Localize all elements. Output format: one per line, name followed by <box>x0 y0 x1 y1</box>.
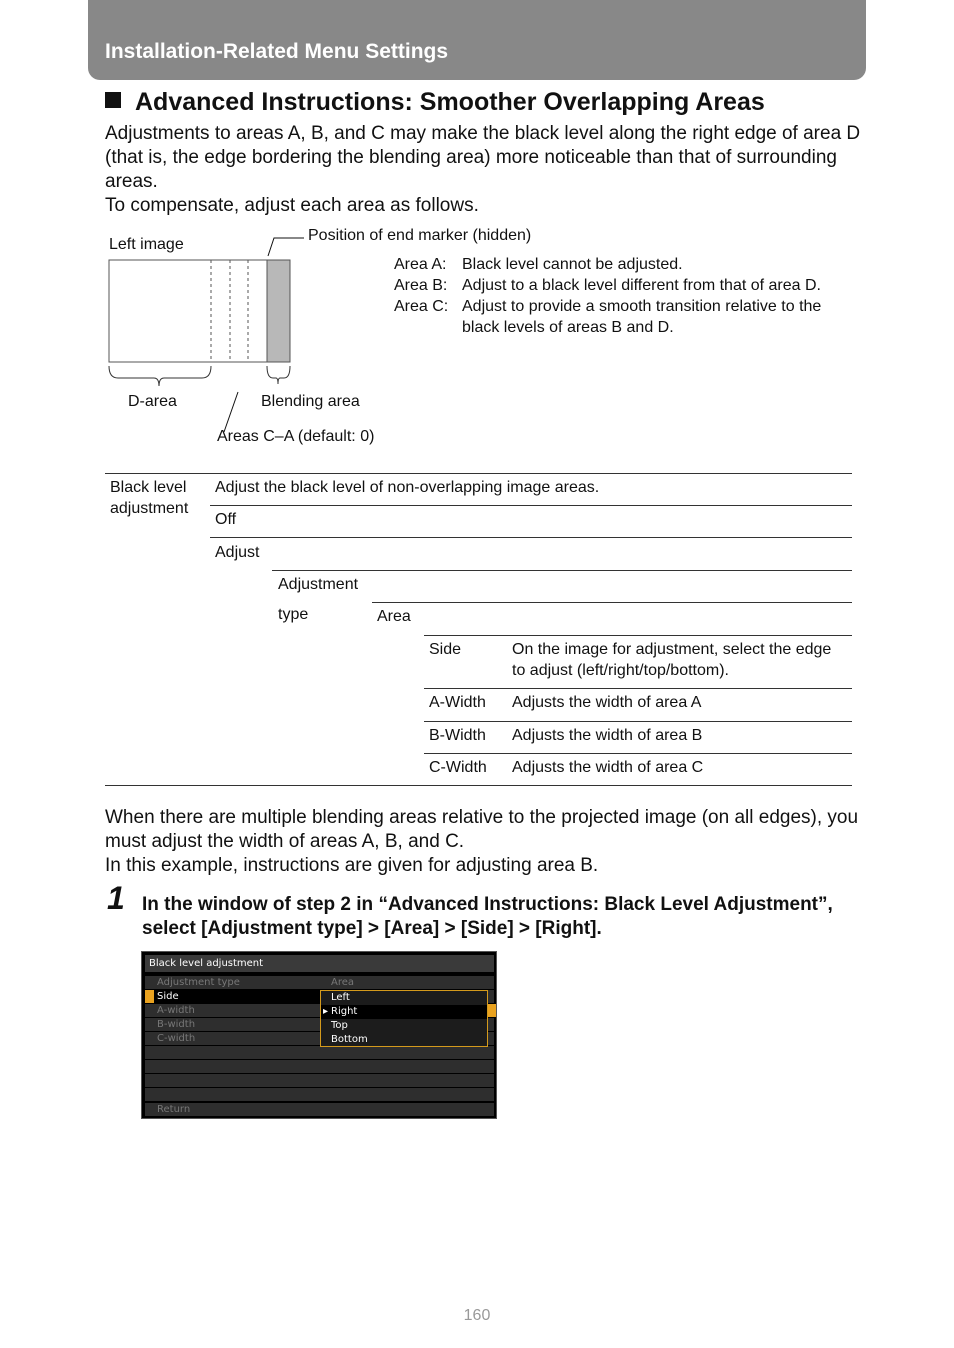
triangle-right-icon: ▸ <box>323 1006 329 1017</box>
intro-paragraph: To compensate, adjust each area as follows. <box>105 195 479 216</box>
areas-leader <box>224 392 238 432</box>
osd-scroll-marker <box>488 1004 496 1017</box>
table-row-desc: Adjusts the width of area B <box>512 727 703 744</box>
table-rule <box>424 688 852 689</box>
osd-row-empty <box>145 1046 494 1059</box>
osd-row-label: A-width <box>157 1005 195 1016</box>
section-title-text: Advanced Instructions: Smoother Overlapping Areas <box>135 88 765 116</box>
legend-key: Area B: <box>394 277 448 294</box>
osd-row-label: Adjustment type <box>157 977 240 988</box>
osd-menu-screenshot <box>141 951 497 1119</box>
osd-option-label: Right <box>331 1006 358 1017</box>
end-marker-leader <box>268 238 304 256</box>
legend-key: Area C: <box>394 298 449 315</box>
blending-area-rect <box>267 260 290 362</box>
osd-option-bottom[interactable]: Bottom <box>321 1033 487 1046</box>
explanation-text <box>105 806 865 878</box>
table-row-desc: On the image for adjustment, select the edge to adjust (left/right/top/bottom). <box>512 641 832 679</box>
table-rule <box>105 473 852 474</box>
osd-row-label-selected: Side <box>145 990 320 1003</box>
osd-row-value: Area <box>331 977 355 988</box>
option-adjust: Adjust <box>215 544 260 561</box>
osd-option-top[interactable]: Top <box>321 1019 487 1033</box>
page-number: 160 <box>463 1307 491 1324</box>
legend-row <box>394 254 854 275</box>
table-row-desc: Adjusts the width of area C <box>512 759 704 776</box>
osd-selection-marker <box>145 990 154 1003</box>
sub-item-name: Adjustment type <box>278 576 359 623</box>
blending-area-label: Blending area <box>261 393 360 410</box>
table-row-desc: Adjusts the width of area A <box>512 694 702 711</box>
legend-text: Black level cannot be adjusted. <box>462 256 683 273</box>
legend-row <box>394 275 854 296</box>
osd-row-label: B-width <box>157 1019 196 1030</box>
table-row-name: A-Width <box>429 694 486 711</box>
table-rule <box>372 602 852 603</box>
table-rule <box>210 537 852 538</box>
legend-text: Adjust to provide a smooth transition relative to the black levels of areas B and D. <box>462 298 822 336</box>
table-row-name: Side <box>429 641 462 658</box>
osd-row-empty <box>145 1088 494 1101</box>
table-rule <box>424 753 852 754</box>
d-area-brace <box>109 366 211 386</box>
osd-row-adjustment-type <box>145 976 494 989</box>
end-marker-label: Position of end marker (hidden) <box>308 227 532 244</box>
osd-option-right[interactable] <box>321 1005 487 1019</box>
table-rule <box>424 721 852 722</box>
osd-row-return <box>145 1103 494 1116</box>
explanation-paragraph: When there are multiple blending areas relative to the projected image (on all edges), you must adjust the width of areas A, B, and C. <box>105 807 859 852</box>
table-row-name: C-Width <box>429 759 487 776</box>
square-bullet-icon <box>105 92 121 108</box>
option-off: Off <box>215 511 237 528</box>
area-legend <box>394 254 854 338</box>
table-rule <box>424 635 852 636</box>
legend-text: Adjust to a black level different from that of area D. <box>462 277 821 294</box>
osd-side-dropdown[interactable] <box>320 990 488 1047</box>
osd-row-label: C-width <box>157 1033 196 1044</box>
banner-title: Installation-Related Menu Settings <box>105 40 449 63</box>
d-area-label: D-area <box>128 393 177 410</box>
left-image-label: Left image <box>109 236 184 253</box>
intro-paragraph: Adjustments to areas A, B, and C may make the black level along the right edge of area D (that is, the edge bordering the blending area) more noticeable than that of surrounding areas. <box>105 123 861 192</box>
intro-text <box>105 122 865 218</box>
table-rule <box>105 785 852 786</box>
explanation-paragraph: In this example, instructions are given for adjusting area B. <box>105 855 599 876</box>
table-row-name: B-Width <box>429 727 486 744</box>
blending-area-brace <box>267 366 290 384</box>
step-instruction: In the window of step 2 in “Advanced Instructions: Black Level Adjustment”, select [Adjustment type] > [Area] > [Side] > [Right]. <box>142 894 833 939</box>
section-title <box>105 88 765 117</box>
table-item-desc: Adjust the black level of non-overlapping image areas. <box>215 479 600 496</box>
osd-row-empty <box>145 1074 494 1087</box>
osd-option-left[interactable]: Left <box>321 991 487 1005</box>
sub-option-area: Area <box>377 608 411 625</box>
osd-title: Black level adjustment <box>145 955 494 972</box>
legend-row <box>394 296 854 338</box>
step-number: 1 <box>107 880 125 916</box>
areas-label: Areas C–A (default: 0) <box>217 428 375 445</box>
osd-footer: Return <box>157 1104 191 1115</box>
osd-row-empty <box>145 1060 494 1073</box>
table-item-name: Black level adjustment <box>110 479 189 517</box>
left-image-rect <box>109 260 290 362</box>
legend-key: Area A: <box>394 256 447 273</box>
table-rule <box>210 505 852 506</box>
